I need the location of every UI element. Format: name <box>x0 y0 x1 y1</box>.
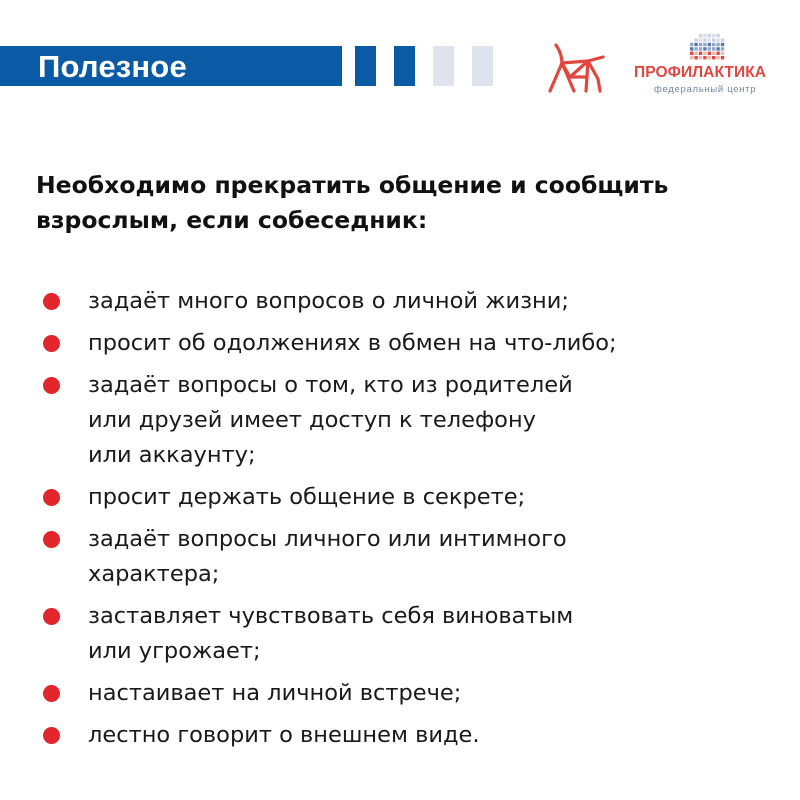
logo-square <box>712 52 715 55</box>
warning-list <box>36 284 786 760</box>
logo-square <box>712 43 715 46</box>
list-item <box>36 718 786 753</box>
list-item <box>36 368 786 473</box>
logo-square <box>690 56 693 59</box>
bullet-icon <box>43 685 60 702</box>
logo-square <box>708 52 711 55</box>
header-stripe <box>472 46 493 86</box>
logo-square <box>708 56 711 59</box>
bullet-icon <box>43 608 60 625</box>
logo-square <box>703 56 706 59</box>
header-stripe <box>355 46 376 86</box>
bullet-icon <box>43 335 60 352</box>
logo-square <box>694 47 697 50</box>
logo-square <box>712 56 715 59</box>
logo-square <box>694 52 697 55</box>
logo-square <box>690 43 693 46</box>
list-item-text: лестно говорит о внешнем виде. <box>88 722 480 748</box>
list-item-text: просит об одолжениях в обмен на что-либо; <box>88 330 617 356</box>
list-item <box>36 599 786 669</box>
logo-subtitle: федеральный центр <box>654 84 757 95</box>
logo-square <box>712 47 715 50</box>
list-item <box>36 480 786 515</box>
logo-square <box>712 38 715 41</box>
logo-square <box>694 38 697 41</box>
logo-square <box>716 52 719 55</box>
logo-square <box>716 56 719 59</box>
logo-square <box>694 43 697 46</box>
list-item-text: задаёт вопросы личного или интимного характера; <box>88 526 567 587</box>
logo-square <box>708 43 711 46</box>
logo-square <box>721 38 724 41</box>
logo-square <box>716 47 719 50</box>
logo-square <box>721 52 724 55</box>
logo-square <box>703 38 706 41</box>
page-title: Полезное <box>38 49 187 84</box>
header-stripe <box>394 46 415 86</box>
logo-square <box>699 47 702 50</box>
logo-square <box>712 34 715 37</box>
logo-square <box>703 43 706 46</box>
logo-square <box>716 43 719 46</box>
logo-square <box>721 43 724 46</box>
header-stripe <box>433 46 454 86</box>
list-item-text: настаивает на личной встрече; <box>88 680 462 706</box>
bullet-icon <box>43 489 60 506</box>
logo-square <box>699 34 702 37</box>
logo-square <box>716 34 719 37</box>
main-heading: Необходимо прекратить общение и сообщить взрослым, если собеседник: <box>36 171 669 234</box>
logo-square <box>708 34 711 37</box>
bullet-icon <box>43 531 60 548</box>
list-item <box>36 326 786 361</box>
logo-title: ПРОФИЛАКТИКА <box>634 64 767 81</box>
logo-square <box>716 38 719 41</box>
logo-square <box>708 47 711 50</box>
logo-square <box>703 47 706 50</box>
list-item-text: задаёт много вопросов о личной жизни; <box>88 288 569 314</box>
logo-square <box>690 52 693 55</box>
bullet-icon <box>43 377 60 394</box>
list-item <box>36 284 786 319</box>
list-item <box>36 676 786 711</box>
squares-grid-icon <box>690 34 726 62</box>
logo-square <box>703 34 706 37</box>
list-item-text: задаёт вопросы о том, кто из родителей или друзей имеет доступ к телефону или аккаунту; <box>88 372 573 468</box>
profilaktika-logo <box>632 34 784 100</box>
logo-square <box>721 56 724 59</box>
bullet-icon <box>43 293 60 310</box>
logo-square <box>690 47 693 50</box>
logo-square <box>699 38 702 41</box>
list-item <box>36 522 786 592</box>
horse-logo-icon <box>548 41 606 95</box>
logo-square <box>721 47 724 50</box>
list-item-text: заставляет чувствовать себя виноватым или угрожает; <box>88 603 574 664</box>
list-item-text: просит держать общение в секрете; <box>88 484 526 510</box>
logo-square <box>699 43 702 46</box>
logo-square <box>699 56 702 59</box>
logo-square <box>694 56 697 59</box>
logo-square <box>699 52 702 55</box>
logo-square <box>708 38 711 41</box>
logo-square <box>703 52 706 55</box>
bullet-icon <box>43 727 60 744</box>
